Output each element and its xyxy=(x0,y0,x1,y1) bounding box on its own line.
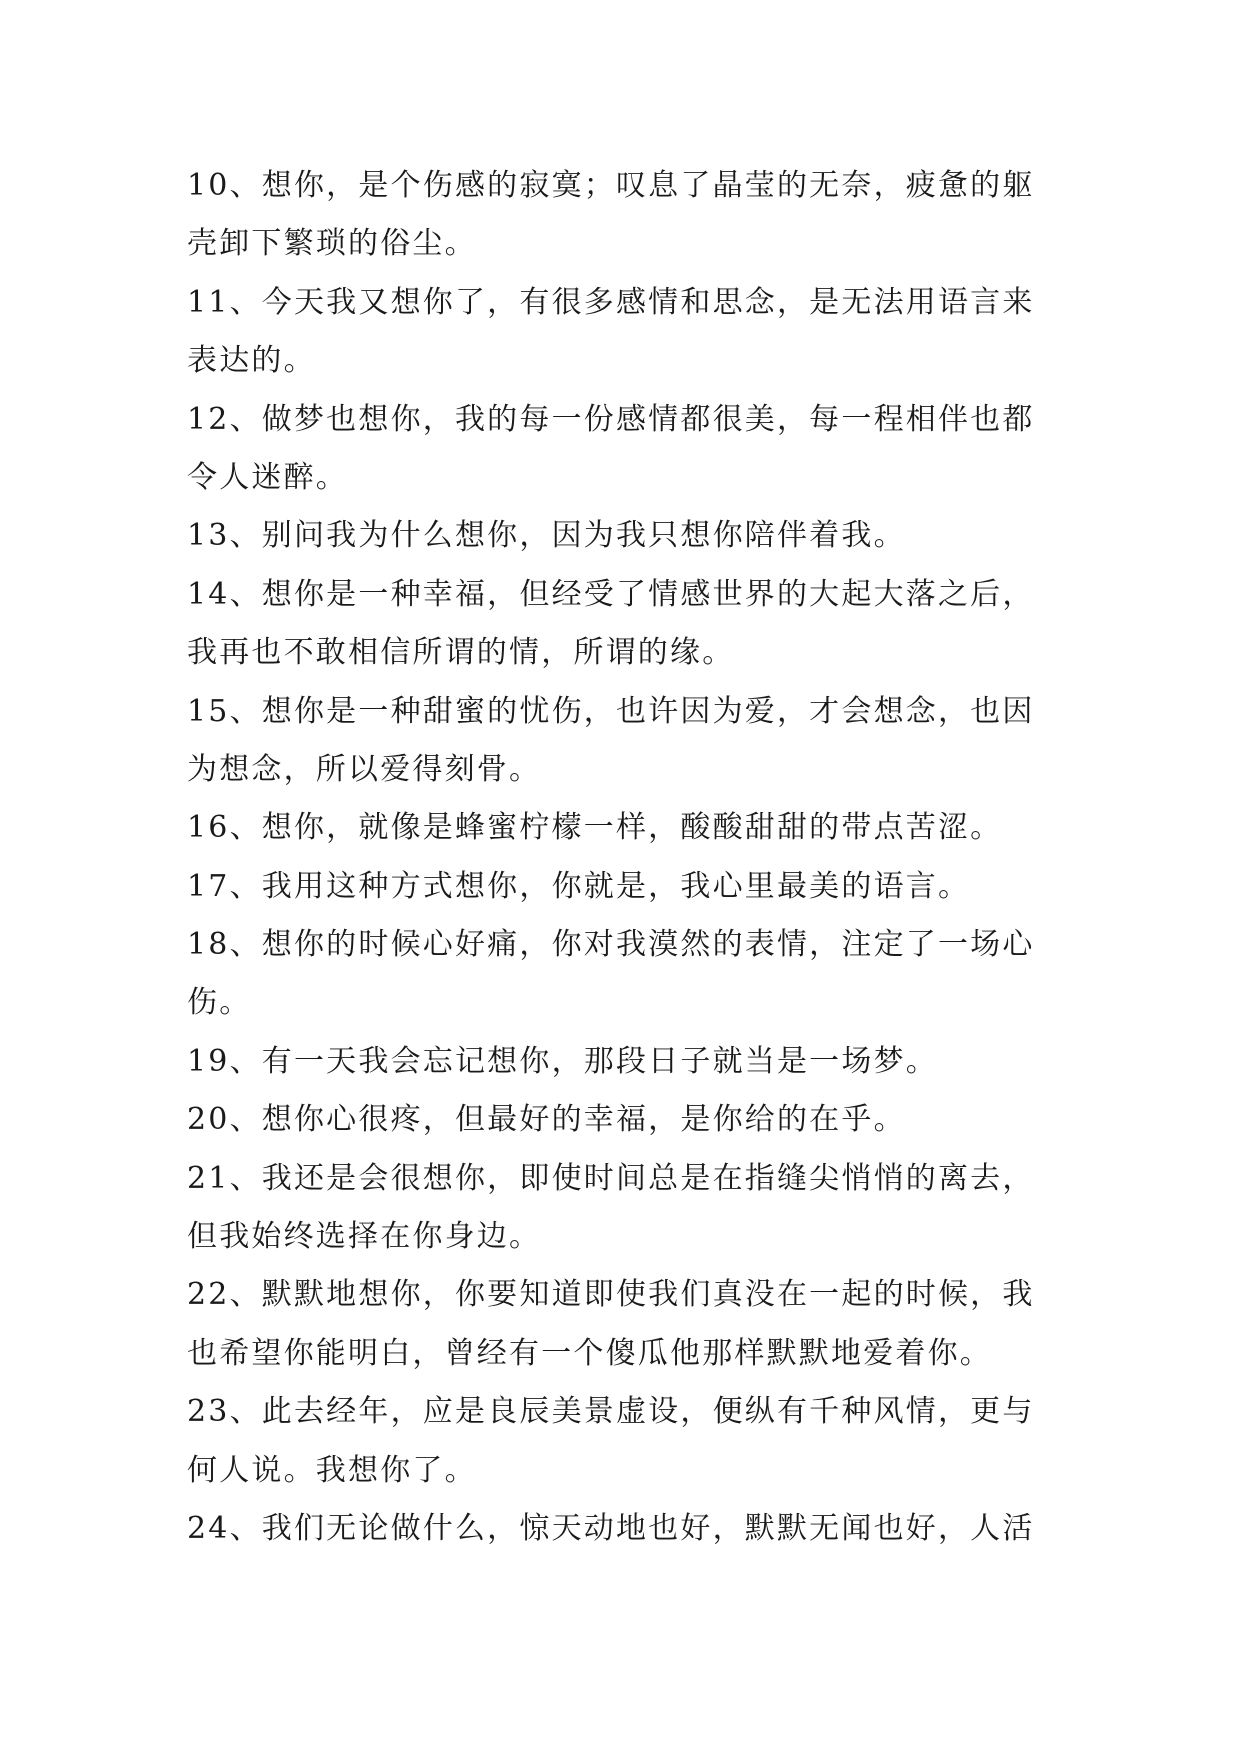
text-line: 伤。 xyxy=(187,985,252,1021)
text-line: 表达的。 xyxy=(187,343,316,379)
text-line: 15、想你是一种甜蜜的忧伤，也许因为爱，才会想念，也因 xyxy=(187,693,1035,729)
text-line: 我再也不敢相信所谓的情，所谓的缘。 xyxy=(187,635,735,671)
text-line: 但我始终选择在你身边。 xyxy=(187,1219,542,1255)
text-line: 20、想你心很疼，但最好的幸福，是你给的在乎。 xyxy=(187,1102,906,1138)
text-line: 也希望你能明白，曾经有一个傻瓜他那样默默地爱着你。 xyxy=(187,1335,992,1371)
text-line: 10、想你，是个伤感的寂寞；叹息了晶莹的无奈，疲惫的躯 xyxy=(187,168,1035,203)
text-line: 12、做梦也想你，我的每一份感情都很美，每一程相伴也都 xyxy=(187,401,1035,437)
document-body xyxy=(187,157,1057,1558)
text-line: 为想念，所以爱得刻骨。 xyxy=(187,751,542,787)
text-line: 13、别问我为什么想你，因为我只想你陪伴着我。 xyxy=(187,518,906,554)
text-line: 18、想你的时候心好痛，你对我漠然的表情，注定了一场心 xyxy=(187,927,1035,963)
text-line: 11、今天我又想你了，有很多感情和思念，是无法用语言来 xyxy=(187,284,1035,320)
text-line: 21、我还是会很想你，即使时间总是在指缝尖悄悄的离去， xyxy=(187,1160,1035,1196)
text-line: 23、此去经年，应是良辰美景虚设，便纵有千种风情，更与 xyxy=(187,1394,1035,1430)
text-line: 17、我用这种方式想你，你就是，我心里最美的语言。 xyxy=(187,868,971,904)
text-line: 14、想你是一种幸福，但经受了情感世界的大起大落之后， xyxy=(187,576,1035,612)
text-line: 19、有一天我会忘记想你，那段日子就当是一场梦。 xyxy=(187,1043,938,1079)
text-line: 22、默默地想你，你要知道即使我们真没在一起的时候，我 xyxy=(187,1277,1035,1313)
text-line: 何人说。我想你了。 xyxy=(187,1452,477,1488)
text-line: 16、想你，就像是蜂蜜柠檬一样，酸酸甜甜的带点苦涩。 xyxy=(187,810,1003,846)
text-line: 令人迷醉。 xyxy=(187,459,348,495)
text-line: 壳卸下繁琐的俗尘。 xyxy=(187,226,477,262)
text-line: 24、我们无论做什么，惊天动地也好，默默无闻也好，人活 xyxy=(187,1510,1035,1546)
